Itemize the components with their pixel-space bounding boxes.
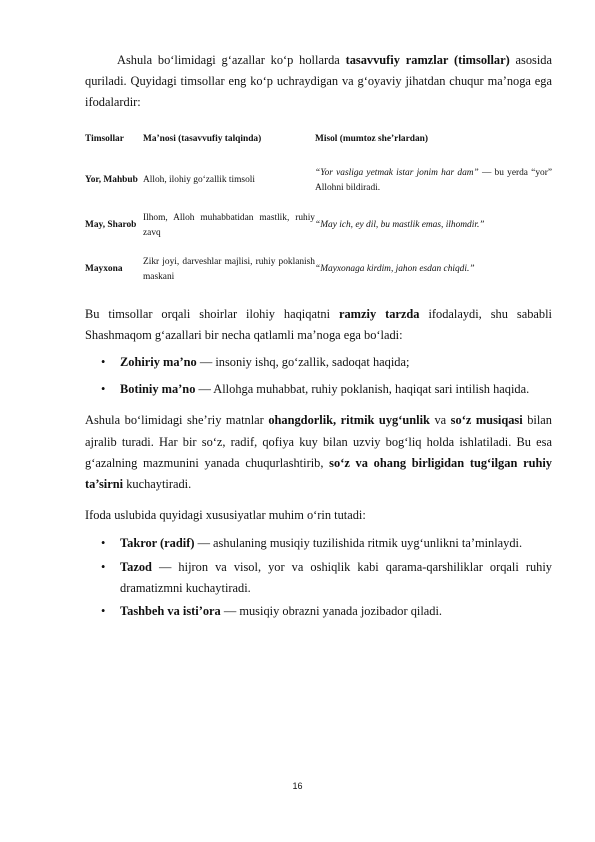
meaning-cell: Zikr joyi, darveshlar majlisi, ruhiy poklanish maskani: [143, 256, 315, 282]
intro-bold: tasavvufiy ramzlar (timsollar): [345, 53, 510, 67]
header-example: Misol (mumtoz she’rlardan): [315, 133, 429, 144]
symbols-explanation-paragraph: [85, 304, 552, 346]
meaning-cell: Ilhom, Alloh muhabbatidan mastlik, ruhiy zavq: [143, 212, 315, 238]
list-item-term: Tashbeh va isti’ora: [120, 604, 221, 619]
header-meaning: Ma’nosi (tasavvufiy talqinda): [143, 133, 262, 144]
para3-bold: ohangdorlik, ritmik uyg‘unlik: [268, 413, 430, 428]
meaning-cell: Alloh, ilohiy go‘zallik timsoli: [143, 175, 255, 186]
bullet-icon: •: [101, 604, 106, 619]
para3-text: Ashula bo‘limidagi she’riy matnlar: [85, 413, 269, 428]
example-note: — bu yerda “yor” Allohni bildiradi.: [315, 167, 552, 193]
list-item: [85, 379, 552, 400]
poetic-texts-paragraph: [85, 410, 552, 495]
para2-text: Bu timsollar orqali shoirlar ilohiy haqiqatni: [85, 306, 339, 321]
list-item-text: — Allohga muhabbat, ruhiy poklanish, haqiqat sari intilish haqida.: [195, 382, 530, 397]
example-quote: “Mayxonaga kirdim, jahon esdan chiqdi.”: [315, 264, 475, 275]
intro-text: Ashula bo‘limidagi g‘azallar ko‘p hollarda: [117, 53, 346, 67]
example-quote: “Yor vasliga yetmak istar jonim har dam”: [315, 167, 479, 178]
table-header-row: [85, 122, 552, 157]
example-cell: [315, 157, 552, 205]
list-item-term: Takror (radif): [120, 536, 195, 551]
bullet-icon: •: [101, 536, 106, 551]
symbol-cell: May, Sharob: [85, 220, 137, 231]
symbols-table: [85, 122, 552, 293]
table-row: [85, 247, 552, 293]
list-item: [85, 601, 552, 622]
bullet-icon: •: [101, 559, 106, 574]
para2-bold: ramziy tarzda: [338, 306, 420, 321]
meaning-layers-list: [85, 352, 552, 400]
page-number: 16: [292, 781, 303, 791]
symbol-cell: Yor, Mahbub: [85, 175, 138, 186]
header-symbols: Timsollar: [85, 133, 124, 144]
style-features-intro: Ifoda uslubida quyidagi xususiyatlar muhim o‘rin tutadi:: [85, 508, 366, 523]
list-item: [85, 352, 552, 373]
list-item-text: — ashulaning musiqiy tuzilishida ritmik uyg‘unlikni ta’minlaydi.: [194, 536, 523, 551]
para2-text-end: ifodalaydi, shu sababli Shashmaqom g‘azallari bir necha qatlamli ma’noga ega bo‘ladi:: [85, 306, 552, 342]
style-features-list: [85, 533, 552, 622]
list-item-text: — insoniy ishq, go‘zallik, sadoqat haqida;: [196, 355, 410, 370]
para3-text: va: [429, 413, 451, 428]
bullet-icon: •: [101, 355, 106, 370]
para3-bold: so‘z va ohang birligidan tug‘ilgan ruhiy ta’sirni: [85, 455, 552, 492]
list-item-term: Zohiriy ma’no: [120, 355, 197, 370]
intro-paragraph: [85, 50, 552, 114]
example-cell: [315, 247, 552, 293]
table-row: [85, 157, 552, 205]
list-item-text: — musiqiy obrazni yanada jozibador qiladi.: [220, 604, 443, 619]
symbol-cell: Mayxona: [85, 264, 123, 275]
para3-text: kuchaytiradi.: [123, 477, 192, 492]
list-item-term: Botiniy ma’no: [120, 382, 196, 397]
para3-text: bilan ajralib turadi. Har bir so‘z, radif, qofiya kuy bilan uzviy bog‘liq holda ishlatiladi. Bu esa g‘azalning mazmunini yanada chuqurlashtirib,: [85, 413, 552, 470]
document-page: [85, 50, 552, 622]
para3-bold: so‘z musiqasi: [450, 413, 523, 428]
list-item: [85, 557, 552, 599]
table-row: [85, 205, 552, 247]
example-quote: “May ich, ey dil, bu mastlik emas, ilhomdir.”: [315, 220, 485, 231]
example-cell: [315, 205, 552, 247]
list-item: [85, 533, 552, 554]
list-item-text: — hijron va visol, yor va oshiqlik kabi qarama-qarshiliklar orqali ruhiy dramatizmni kuchaytiradi.: [120, 559, 552, 595]
list-item-term: Tazod: [120, 559, 152, 574]
bullet-icon: •: [101, 382, 106, 397]
intro-text-end: asosida quriladi. Quyidagi timsollar eng ko‘p uchraydigan va g‘oyaviy jihatdan chuqur ma’noga ega ifodalardir:: [85, 53, 552, 110]
